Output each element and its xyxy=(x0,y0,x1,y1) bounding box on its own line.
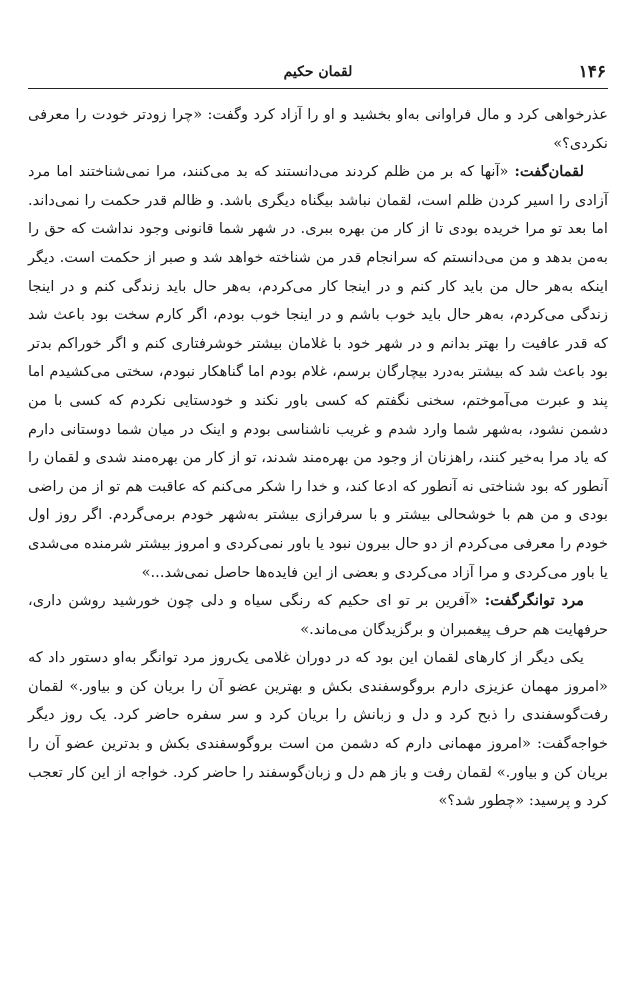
speaker-label: مرد توانگرگفت: xyxy=(484,592,584,610)
paragraph-text: یکی دیگر از کارهای لقمان این بود که در دوران غلامی یک‌روز مرد توانگر به‌او دستور داد که «امروز مهمان عزیزی دارم بروگوسفندی بکش و بهترین عضو آن را بریان کن و بیاور.» لقمان رفت‌گوسفندی را ذبح کرد و دل و زبانش را بریان کرد و سر سفره حاضر کرد. یک روز دیگر خواجه‌گفت: «امروز مهمانی دارم که دشمن من است بروگوسفندی بکش و بدترین عضو آن را بریان کن و بیاور.» لقمان رفت و باز هم دل و زبان‌گوسفند را حاضر کرد. خواجه از این کار تعجب کرد و پرسید: «چطور شد؟» xyxy=(28,649,608,810)
running-header xyxy=(28,60,608,89)
book-page xyxy=(28,60,608,960)
paragraph xyxy=(28,644,608,816)
paragraph-text: «آفرین بر تو ای حکیم که رنگی سیاه و دلی چون خورشید روشن داری، حرفهایت هم حرف پیغمبران و برگزیدگان می‌ماند.» xyxy=(28,592,608,638)
paragraph-text: «آنها که بر من ظلم کردند می‌دانستند که بد می‌کنند، مرا نمی‌شناختند اما مرد آزادی را اسیر کردن ظلم است، لقمان نباشد بیگناه دیگری باشد. و ظالم قدر حکمت را نمی‌داند. اما بعد تو مرا خریده بودی تا از کار من بهره ببری. در شهر شما قانونی وجود نداشت که حق را به‌من بدهد و من می‌دانستم که سرانجام قدر من شناخته خواهد شد و صبر از حکمت است. دیگر اینکه به‌هر حال من باید کار کنم و در اینجا کار می‌کردم، به‌هر حال باید زندگی کنم و در اینجا زندگی می‌کردم، به‌هر حال باید خوب باشم و در اینجا خوب بودم، اگر کارم سخت بود باعث شد که قدر عافیت را بهتر بدانم و در شهر خود با غلامان بیشتر خوشرفتاری کنم و اگر خوراکم بدتر بود باعث شد که بیشتر به‌درد بیچارگان برسم، غلام بودم اما گناهکار نبودم، سختی می‌کشیدم اما پند و عبرت می‌آموختم، سخنی نگفتم که کسی باور نکند و خودستایی نکردم که کسی با من دشمن نشود، به‌شهر شما وارد شدم و غریب ناشناسی بودم و اینک در میان شما دوستانی دارم که یاد مرا به‌خیر کنند، راهزنان از وجود من بهره‌مند شدند، تو از کار من بهره‌مند شدی و لقمان را آنطور که بود شناختی نه آنطور که ادعا کند، و خدا را شکر می‌کنم که عاقبت هم تو از من راضی بودی و من هم با خوشحالی بیشتر و با سرفرازی بیشتر به‌شهر خودم برمی‌گردم. اگر روز اول خودم را معرفی می‌کردم از دو حال بیرون نبود یا باور نمی‌کردی و امروز بیشتر شرمنده می‌شدی یا باور می‌کردی و مرا آزاد می‌کردی و بعضی از این فایده‌ها حاصل نمی‌شد...» xyxy=(28,163,608,581)
body-text xyxy=(28,101,608,816)
running-title: لقمان حکیم xyxy=(283,64,353,80)
speaker-label: لقمان‌گفت: xyxy=(514,163,584,181)
page-number: ۱۴۶ xyxy=(578,62,606,82)
paragraph xyxy=(28,101,608,158)
paragraph-text: عذرخواهی کرد و مال فراوانی به‌او بخشید و او را آزاد کرد وگفت: «چرا زودتر خودت را معرفی نکردی؟» xyxy=(28,106,608,152)
paragraph xyxy=(28,158,608,587)
paragraph xyxy=(28,587,608,644)
